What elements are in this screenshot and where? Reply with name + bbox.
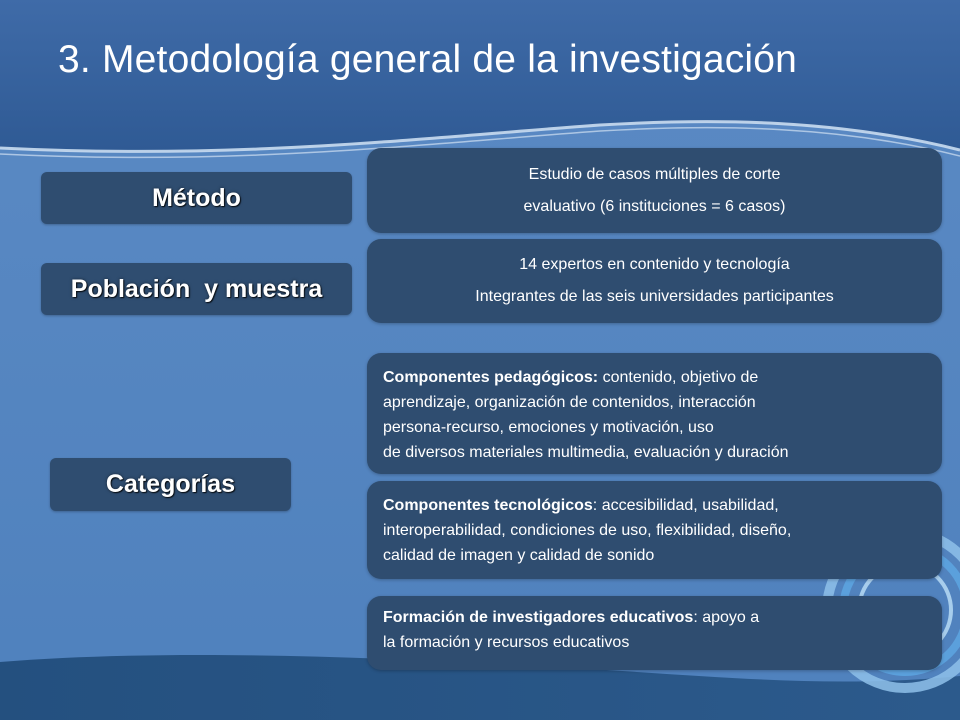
- box-metodo-line1: Estudio de casos múltiples de corte: [528, 165, 781, 183]
- pedagogicos-line2: aprendizaje, organización de contenidos, interacción: [383, 394, 756, 411]
- pedagogicos-line3: persona-recurso, emociones y motivación, uso: [383, 419, 714, 436]
- formacion-line1: [383, 605, 932, 630]
- tecnologicos-line1: [383, 493, 932, 518]
- label-metodo: [41, 172, 352, 224]
- box-poblacion: [367, 239, 942, 323]
- tecnologicos-line2: interoperabilidad, condiciones de uso, flexibilidad, diseño,: [383, 522, 792, 539]
- label-poblacion-muestra: [41, 263, 352, 315]
- box-componentes-pedagogicos: [367, 353, 942, 474]
- box-metodo: [367, 148, 942, 233]
- page-title: 3. Metodología general de la investigación: [58, 38, 798, 81]
- formacion-line2: la formación y recursos educativos: [383, 634, 630, 651]
- pedagogicos-line1: [383, 365, 932, 390]
- pedagogicos-heading: Componentes pedagógicos:: [383, 369, 599, 386]
- tecnologicos-line1-text: : accesibilidad, usabilidad,: [592, 497, 779, 514]
- pedagogicos-line1-text: contenido, objetivo de: [598, 369, 759, 386]
- box-formacion-investigadores: [367, 596, 942, 670]
- label-metodo-text: Método: [152, 183, 241, 212]
- formacion-heading: Formación de investigadores educativos: [383, 609, 694, 626]
- tecnologicos-line3: calidad de imagen y calidad de sonido: [383, 547, 655, 564]
- box-poblacion-line2: Integrantes de las seis universidades participantes: [475, 288, 834, 305]
- formacion-line1-text: : apoyo a: [693, 609, 760, 626]
- box-componentes-tecnologicos: [367, 481, 942, 579]
- box-metodo-line2: evaluativo (6 instituciones = 6 casos): [523, 197, 786, 215]
- label-categorias-text: Categorías: [105, 470, 236, 498]
- label-poblacion-text: Población y muestra: [70, 274, 323, 303]
- label-categorias: [50, 458, 291, 511]
- box-poblacion-line1: 14 expertos en contenido y tecnología: [519, 256, 790, 273]
- tecnologicos-heading: Componentes tecnológicos: [383, 497, 593, 514]
- pedagogicos-line4: de diversos materiales multimedia, evaluación y duración: [383, 444, 789, 461]
